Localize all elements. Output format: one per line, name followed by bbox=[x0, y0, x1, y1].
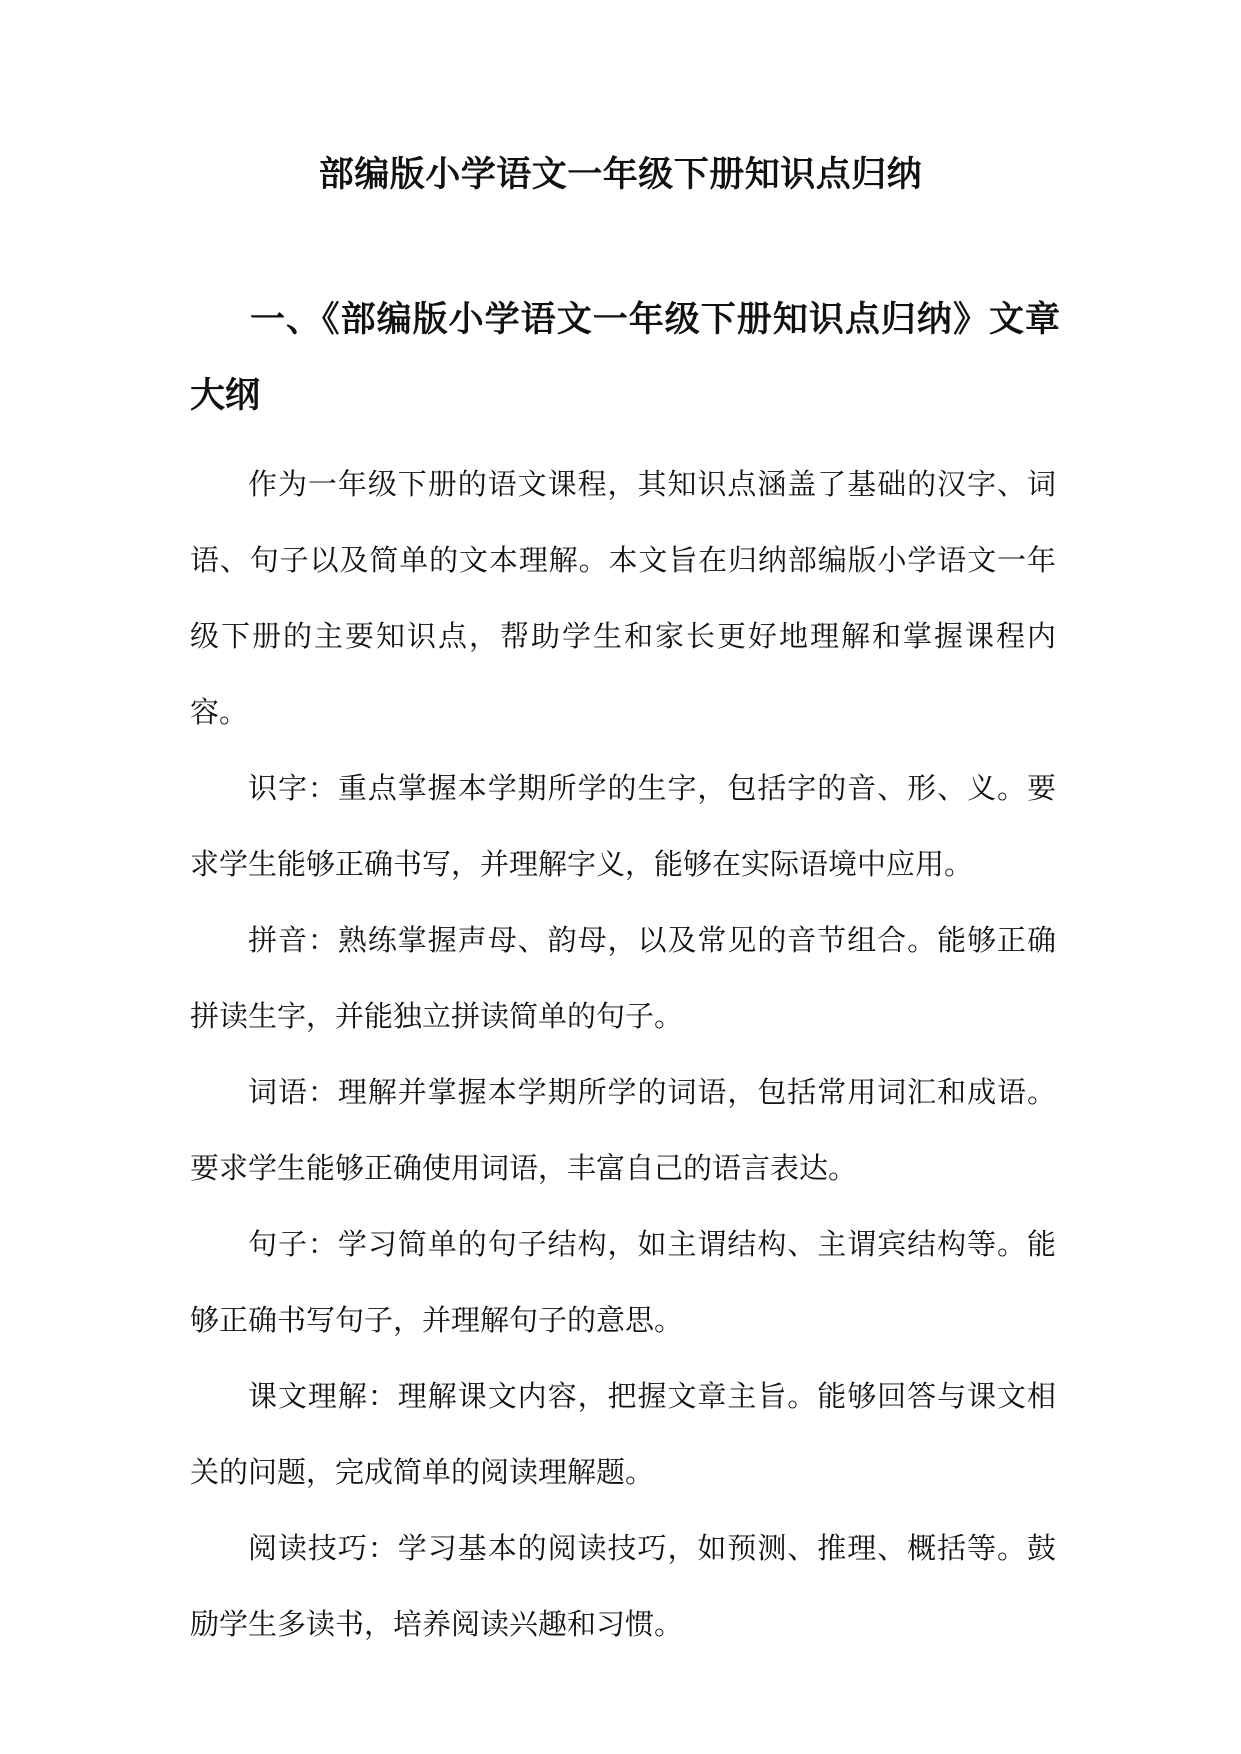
paragraph-pinyin: 拼音：熟练掌握声母、韵母，以及常见的音节组合。能够正确拼读生字，并能独立拼读简单的句子。 bbox=[190, 923, 1056, 1033]
paragraph-vocabulary: 词语：理解并掌握本学期所学的词语，包括常用词汇和成语。要求学生能够正确使用词语，丰富自己的语言表达。 bbox=[190, 1075, 1056, 1185]
page-title: 部编版小学语文一年级下册知识点归纳 bbox=[318, 154, 923, 195]
document-body bbox=[190, 446, 1056, 1662]
paragraph-literacy: 识字：重点掌握本学期所学的生字，包括字的音、形、义。要求学生能够正确书写，并理解字义，能够在实际语境中应用。 bbox=[190, 771, 1056, 881]
paragraph-text-comprehension: 课文理解：理解课文内容，把握文章主旨。能够回答与课文相关的问题，完成简单的阅读理解题。 bbox=[190, 1379, 1056, 1489]
paragraph-sentences: 句子：学习简单的句子结构，如主谓结构、主谓宾结构等。能够正确书写句子，并理解句子的意思。 bbox=[190, 1227, 1056, 1337]
paragraph-reading-skills: 阅读技巧：学习基本的阅读技巧，如预测、推理、概括等。鼓励学生多读书，培养阅读兴趣和习惯。 bbox=[190, 1531, 1056, 1641]
paragraph-intro: 作为一年级下册的语文课程，其知识点涵盖了基础的汉字、词语、句子以及简单的文本理解。本文旨在归纳部编版小学语文一年级下册的主要知识点，帮助学生和家长更好地理解和掌握课程内容。 bbox=[190, 467, 1056, 729]
section-heading: 一、《部编版小学语文一年级下册知识点归纳》文章大纲 bbox=[190, 299, 1060, 416]
